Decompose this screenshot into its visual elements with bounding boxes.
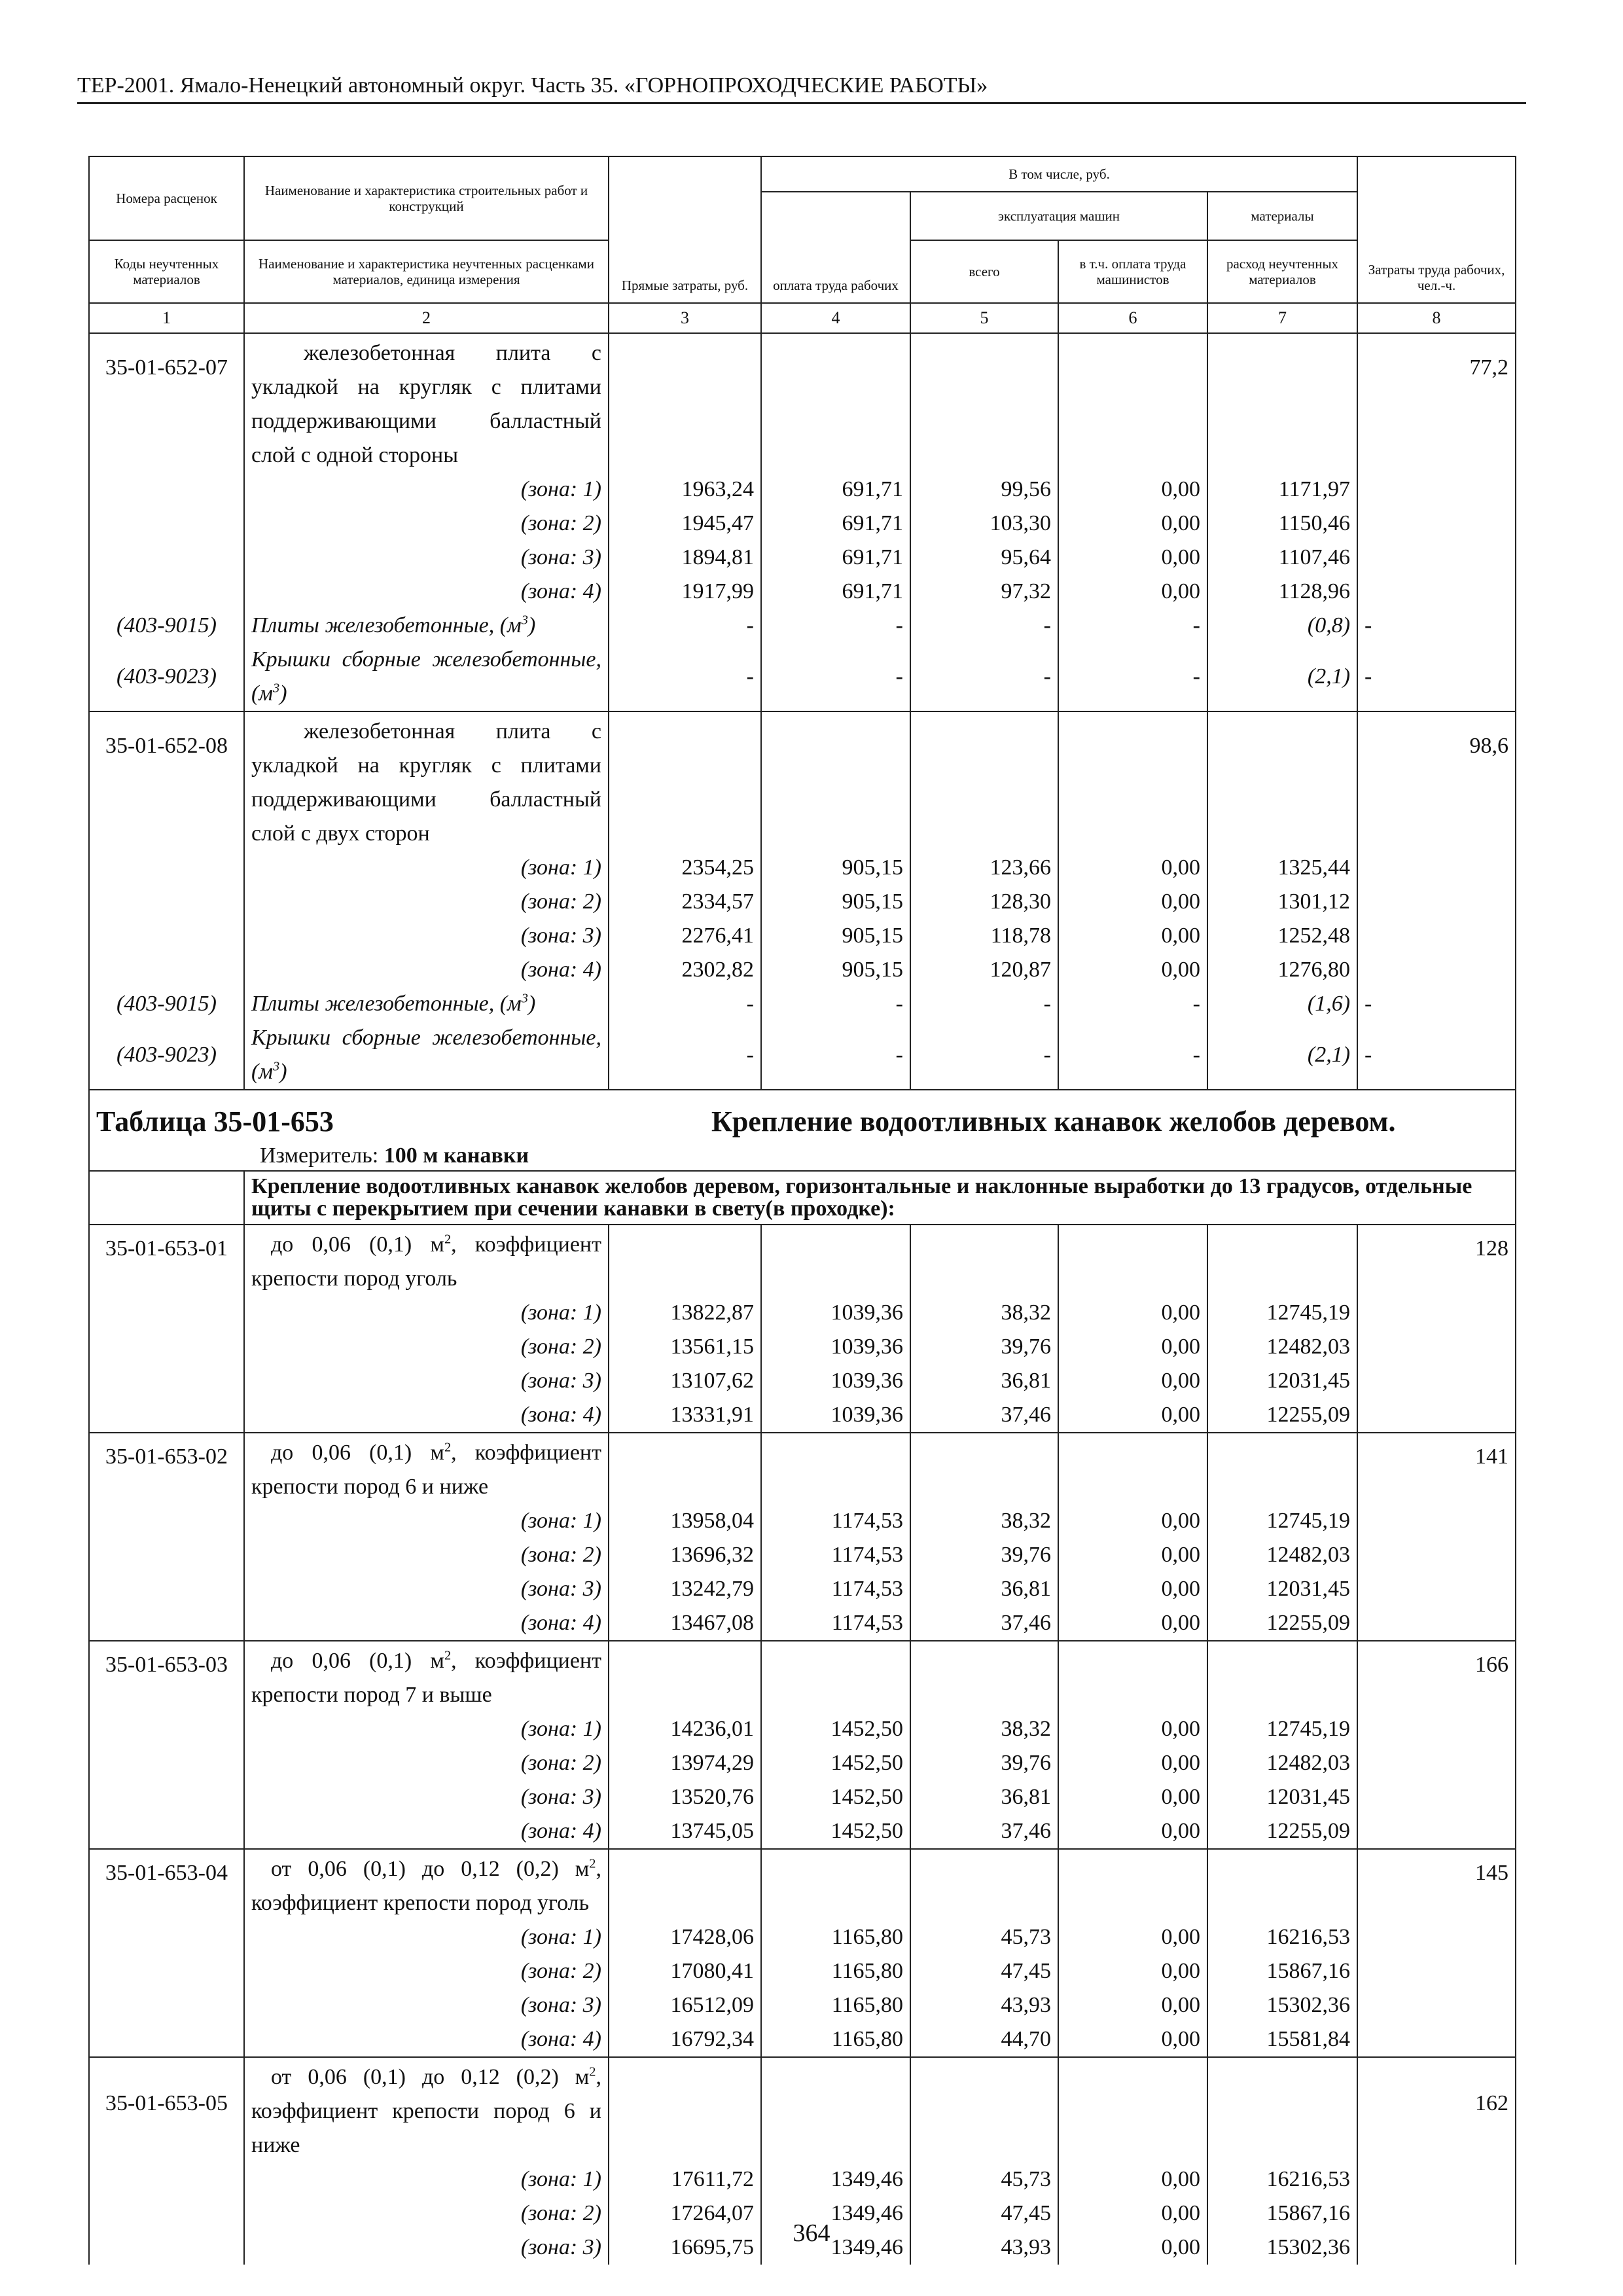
rate-code: 35-01-653-01 [89, 1225, 244, 1296]
labor-cost: 128 [1357, 1225, 1516, 1296]
header-materials: материалы [1207, 192, 1357, 240]
page-number: 364 [793, 2219, 830, 2247]
header-col8: Затраты труда рабочих, чел.-ч. [1357, 156, 1516, 303]
col-num-7: 7 [1207, 303, 1357, 333]
zone-row: (зона: 4) 13745,05 1452,50 37,46 0,00 12255,09 [89, 1814, 1516, 1849]
labor-cost: 98,6 [1357, 711, 1516, 851]
zone-row: (зона: 4) 13467,08 1174,53 37,46 0,00 12255,09 [89, 1606, 1516, 1641]
labor-cost: 162 [1357, 2057, 1516, 2162]
header-col2-bottom: Наименование и характеристика неучтенных расценками материалов, единица измерения [244, 240, 609, 303]
zone-row: (зона: 2) 2334,57 905,15 128,30 0,00 1301,12 [89, 885, 1516, 919]
col-num-2: 2 [244, 303, 609, 333]
table-header [89, 156, 1516, 333]
rate-block-35-01-653-01 [89, 1225, 1516, 1433]
measure-unit: Измеритель: 100 м канавки [260, 1143, 529, 1168]
header-col2-top: Наименование и характеристика строительных работ и конструкций [244, 156, 609, 240]
rate-block-35-01-653-04 [89, 1849, 1516, 2057]
zone-row: (зона: 4) 1917,99 691,71 97,32 0,00 1128,96 [89, 575, 1516, 609]
zone-row: (зона: 1) 14236,01 1452,50 38,32 0,00 12745,19 [89, 1712, 1516, 1746]
header-machines: эксплуатация машин [910, 192, 1207, 240]
rate-code: 35-01-653-02 [89, 1433, 244, 1504]
material-row: (403-9015) Плиты железобетонные, $(м^3)$ - - - - (0,8) - [89, 609, 1516, 643]
material-row: (403-9015) Плиты железобетонные, $(м^3)$ - - - - (1,6) - [89, 987, 1516, 1021]
labor-cost: 141 [1357, 1433, 1516, 1504]
col-num-1: 1 [89, 303, 244, 333]
header-col5: всего [910, 240, 1058, 303]
rate-description: до 0,06 (0,1) $м^2$, коэффициент крепости пород 7 и выше [244, 1641, 609, 1712]
zone-row: (зона: 1) 13822,87 1039,36 38,32 0,00 12745,19 [89, 1296, 1516, 1330]
zone-row: (зона: 2) 13561,15 1039,36 39,76 0,00 12482,03 [89, 1330, 1516, 1364]
header-col1-top: Номера расценок [89, 156, 244, 240]
col-num-3: 3 [609, 303, 761, 333]
section-heading: Крепление водоотливных канавок желобов деревом, горизонтальные и наклонные выработки до 13 градусов, отдельные щиты с перекрытием при сечении канавки в свету(в проходке): [244, 1171, 1516, 1225]
header-col7: расход неучтенных материалов [1207, 240, 1357, 303]
zone-row: (зона: 4) 13331,91 1039,36 37,46 0,00 12255,09 [89, 1398, 1516, 1433]
zone-row: (зона: 3) 16695,75 1349,46 43,93 0,00 15302,36 [89, 2231, 1516, 2265]
running-header: ТЕР-2001. Ямало-Ненецкий автономный округ. Часть 35. «ГОРНОПРОХОДЧЕСКИЕ РАБОТЫ» [77, 73, 1526, 104]
zone-row: (зона: 2) 17080,41 1165,80 47,45 0,00 15867,16 [89, 1954, 1516, 1988]
rate-description: железобетонная плита с укладкой на кругляк с плитами поддерживающими балластный слой с одной стороны [244, 333, 609, 473]
zone-row: (зона: 2) 1945,47 691,71 103,30 0,00 1150,46 [89, 507, 1516, 541]
zone-row: (зона: 3) 16512,09 1165,80 43,93 0,00 15302,36 [89, 1988, 1516, 2022]
zone-row: (зона: 3) 2276,41 905,15 118,78 0,00 1252,48 [89, 919, 1516, 953]
rate-description: от 0,06 (0,1) до 0,12 (0,2) $м^2$, коэффициент крепости пород уголь [244, 1849, 609, 1920]
rate-block-35-01-652-08 [89, 711, 1516, 1090]
rate-code: 35-01-653-03 [89, 1641, 244, 1712]
zone-row: (зона: 4) 2302,82 905,15 120,87 0,00 1276,80 [89, 953, 1516, 987]
col-num-8: 8 [1357, 303, 1516, 333]
zone-row: (зона: 2) 13974,29 1452,50 39,76 0,00 12482,03 [89, 1746, 1516, 1780]
rate-code: 35-01-652-07 [89, 333, 244, 473]
zone-row: (зона: 4) 16792,34 1165,80 44,70 0,00 15581,84 [89, 2022, 1516, 2057]
price-table [88, 156, 1516, 2265]
col-num-6: 6 [1058, 303, 1207, 333]
rate-code: 35-01-653-05 [89, 2057, 244, 2162]
table-number: Таблица 35-01-653 [96, 1105, 334, 1138]
labor-cost: 145 [1357, 1849, 1516, 1920]
header-col6: в т.ч. оплата труда машинистов [1058, 240, 1207, 303]
zone-row: (зона: 2) 13696,32 1174,53 39,76 0,00 12482,03 [89, 1538, 1516, 1572]
material-row: (403-9023) Крышки сборные железобетонные, $(м^3)$ - - - - (2,1) - [89, 643, 1516, 711]
rate-description: от 0,06 (0,1) до 0,12 (0,2) $м^2$, коэффициент крепости пород 6 и ниже [244, 2057, 609, 2162]
zone-row: (зона: 1) 17428,06 1165,80 45,73 0,00 16216,53 [89, 1920, 1516, 1954]
col-num-4: 4 [761, 303, 910, 333]
zone-row: (зона: 3) 13107,62 1039,36 36,81 0,00 12031,45 [89, 1364, 1516, 1398]
rate-code: 35-01-652-08 [89, 711, 244, 851]
zone-row: (зона: 1) 17611,72 1349,46 45,73 0,00 16216,53 [89, 2162, 1516, 2197]
labor-cost: 166 [1357, 1641, 1516, 1712]
zone-row: (зона: 1) 2354,25 905,15 123,66 0,00 1325,44 [89, 851, 1516, 885]
zone-row: (зона: 1) 1963,24 691,71 99,56 0,00 1171,97 [89, 473, 1516, 507]
col-num-5: 5 [910, 303, 1058, 333]
rate-description: до 0,06 (0,1) $м^2$, коэффициент крепости пород 6 и ниже [244, 1433, 609, 1504]
rate-description: до 0,06 (0,1) $м^2$, коэффициент крепости пород уголь [244, 1225, 609, 1296]
zone-row: (зона: 1) 13958,04 1174,53 38,32 0,00 12745,19 [89, 1504, 1516, 1538]
header-group: В том числе, руб. [761, 156, 1357, 192]
material-row: (403-9023) Крышки сборные железобетонные, $(м^3)$ - - - - (2,1) - [89, 1021, 1516, 1090]
zone-row: (зона: 3) 13520,76 1452,50 36,81 0,00 12031,45 [89, 1780, 1516, 1814]
rate-block-35-01-653-03 [89, 1641, 1516, 1849]
table-title-block [89, 1090, 1516, 1225]
zone-row: (зона: 2) 17264,07 1349,46 47,45 0,00 15867,16 [89, 2197, 1516, 2231]
rate-description: железобетонная плита с укладкой на кругляк с плитами поддерживающими балластный слой с двух сторон [244, 711, 609, 851]
rate-block-35-01-653-02 [89, 1433, 1516, 1641]
zone-row: (зона: 3) 13242,79 1174,53 36,81 0,00 12031,45 [89, 1572, 1516, 1606]
labor-cost: 77,2 [1357, 333, 1516, 473]
zone-row: (зона: 3) 1894,81 691,71 95,64 0,00 1107,46 [89, 541, 1516, 575]
header-col4: оплата труда рабочих [761, 192, 910, 303]
rate-block-35-01-652-07 [89, 333, 1516, 711]
rate-code: 35-01-653-04 [89, 1849, 244, 1920]
header-col1-bottom: Коды неучтенных материалов [89, 240, 244, 303]
table-title: Крепление водоотливных канавок желобов деревом. [711, 1105, 1396, 1138]
header-col3: Прямые затраты, руб. [609, 156, 761, 303]
